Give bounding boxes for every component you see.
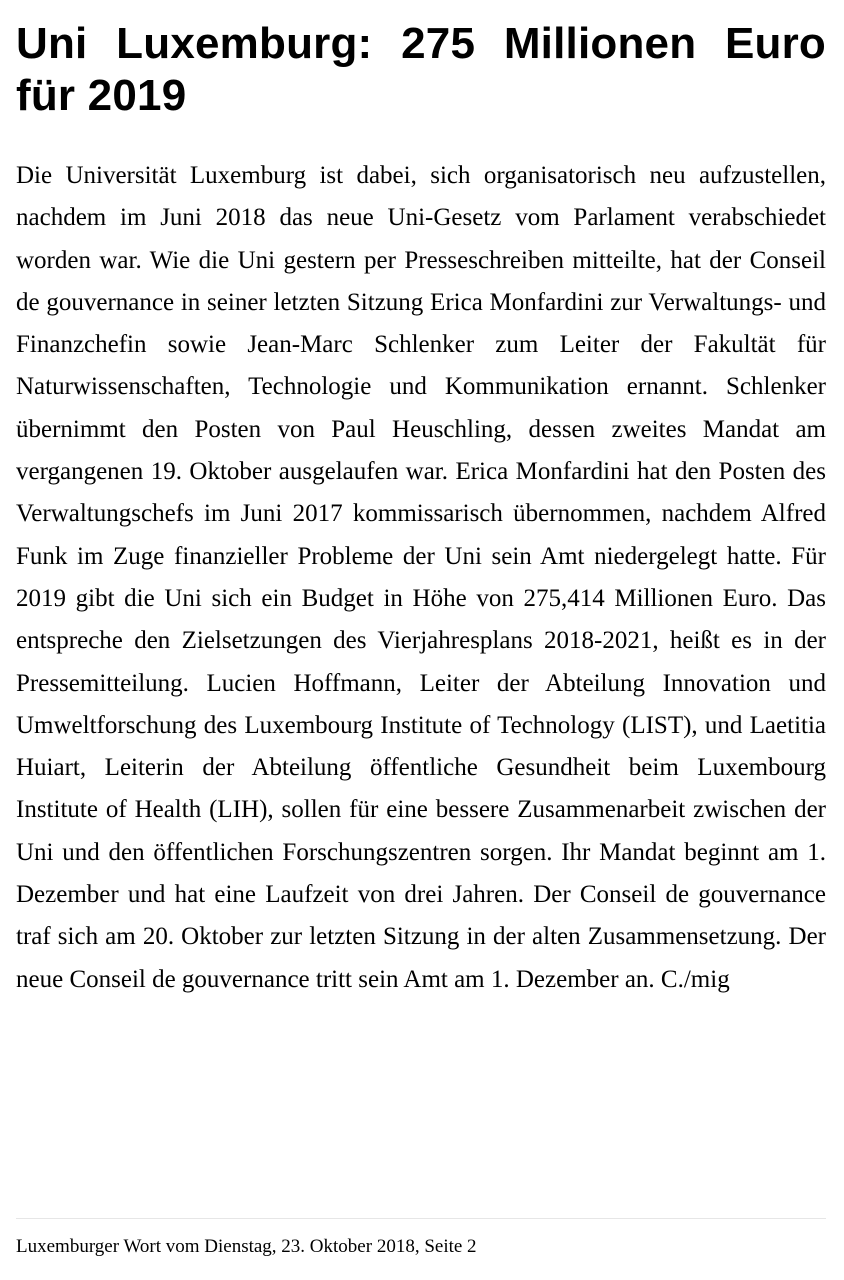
article	[16, 18, 826, 1001]
footer-divider	[16, 1218, 826, 1219]
source-citation: Luxemburger Wort vom Dienstag, 23. Oktober 2018, Seite 2	[16, 1236, 477, 1257]
article-headline: Uni Luxemburg: 275 Millionen Euro für 2019	[16, 19, 826, 120]
article-body: Die Universität Luxemburg ist dabei, sich organisatorisch neu aufzustellen, nachdem im Juni 2018 das neue Uni-Gesetz vom Parlament verabschiedet worden war. Wie die Uni gestern per Presseschreiben mitteilte, hat der Conseil de gouvernance in seiner letzten Sitzung Erica Monfardini zur Verwaltungs- und Finanzchefin sowie Jean-Marc Schlenker zum Leiter der Fakultät für Naturwissenschaften, Technologie und Kommunikation ernannt. Schlenker übernimmt den Posten von Paul Heuschling, dessen zweites Mandat am vergangenen 19. Oktober ausgelaufen war. Erica Monfardini hat den Posten des Verwaltungschefs im Juni 2017 kommissarisch übernommen, nachdem Alfred Funk im Zuge finanzieller Probleme der Uni sein Amt niedergelegt hatte. Für 2019 gibt die Uni sich ein Budget in Höhe von 275,414 Millionen Euro. Das entspreche den Zielsetzungen des Vierjahresplans 2018-2021, heißt es in der Pressemitteilung. Lucien Hoffmann, Leiter der Abteilung Innovation und Umweltforschung des Luxembourg Institute of Technology (LIST), und Laetitia Huiart, Leiterin der Abteilung öffentliche Gesundheit beim Luxembourg Institute of Health (LIH), sollen für eine bessere Zusammenarbeit zwischen der Uni und den öffentlichen Forschungszentren sorgen. Ihr Mandat beginnt am 1. Dezember und hat eine Laufzeit von drei Jahren. Der Conseil de gouvernance traf sich am 20. Oktober zur letzten Sitzung in der alten Zusammensetzung. Der neue Conseil de gouvernance tritt sein Amt am 1. Dezember an. C./mig	[16, 162, 826, 993]
